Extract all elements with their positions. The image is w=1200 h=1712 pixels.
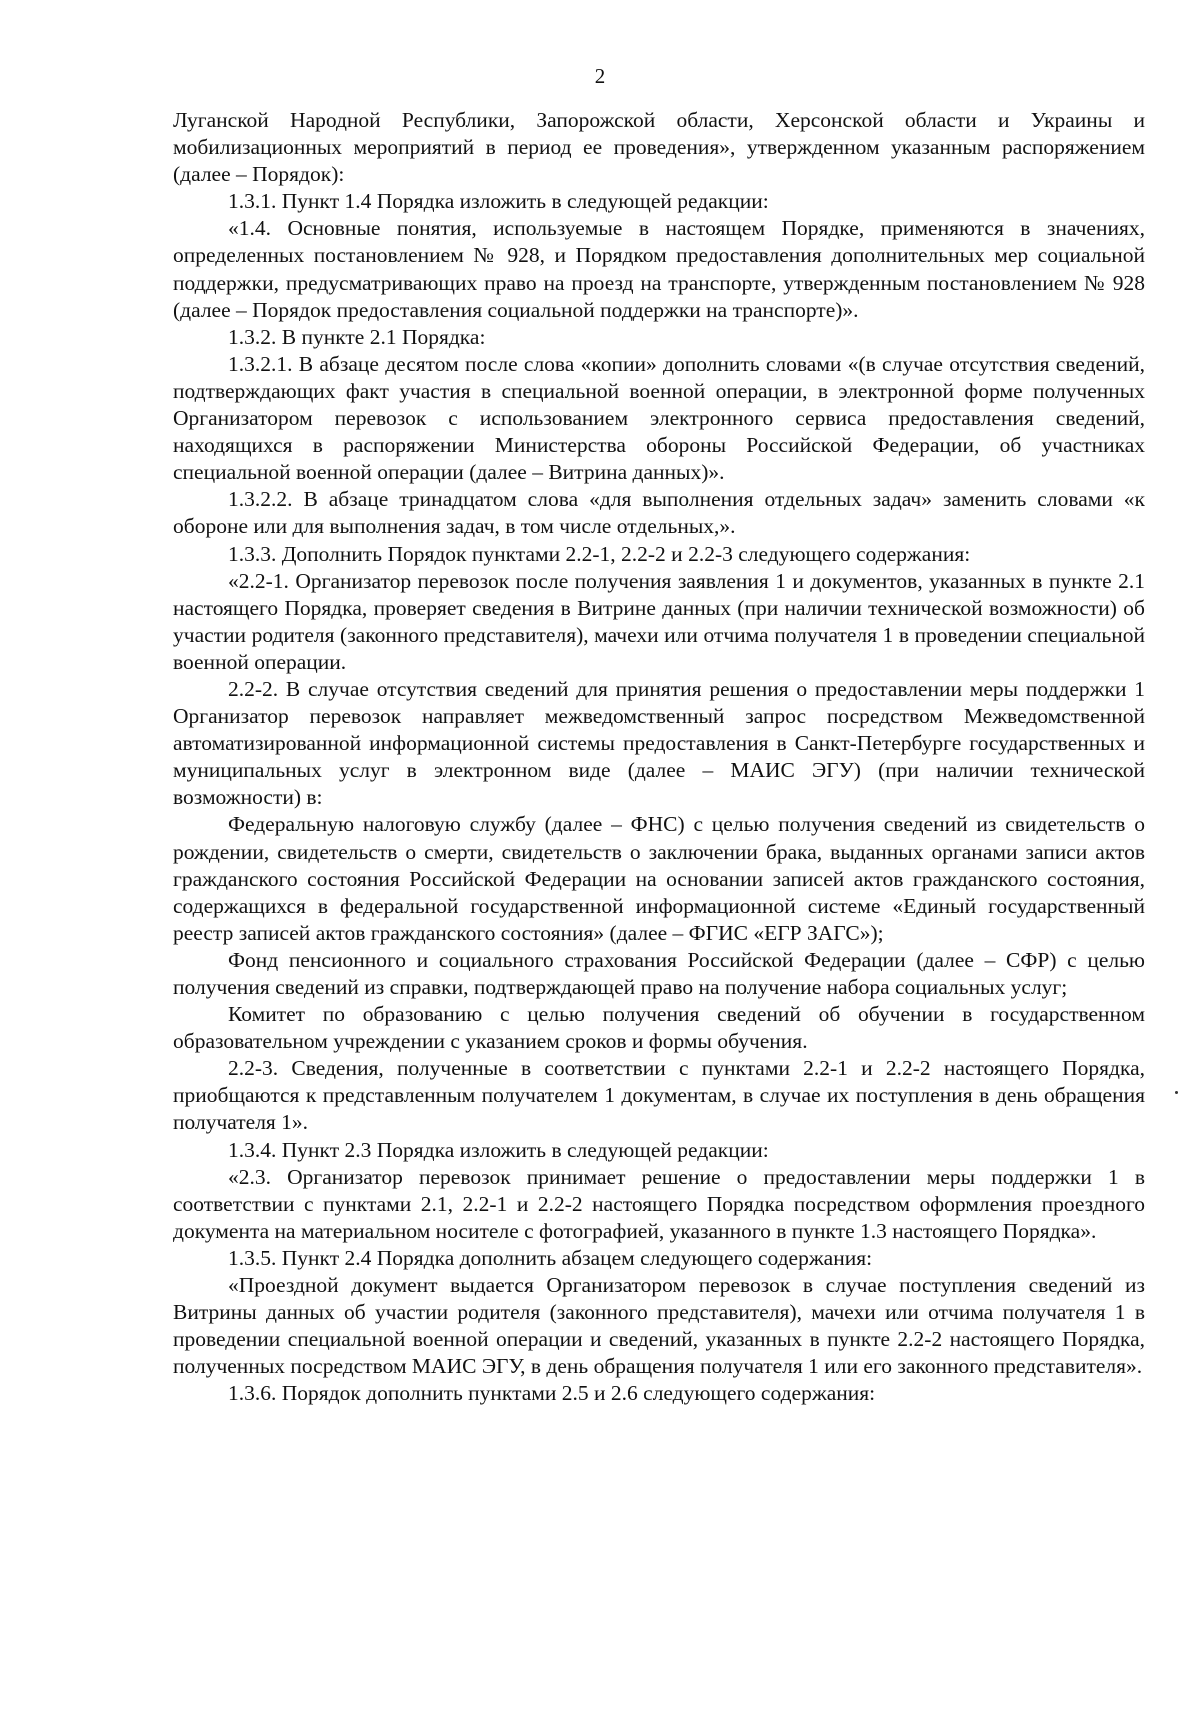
document-body	[173, 107, 1145, 1408]
paragraph-1-3-2-2: 1.3.2.2. В абзаце тринадцатом слова «для выполнения отдельных задач» заменить словами «к обороне или для выполнения задач, в том числе отдельных,».	[173, 487, 1145, 539]
paragraph-committee: Комитет по образованию с целью получения сведений об обучении в государственном образовательном учреждении с указанием сроков и формы обучения.	[173, 1002, 1145, 1054]
paragraph-ticket-quote: «Проездной документ выдается Организатором перевозок в случае поступления сведений из Витрины данных об участии родителя (законного представителя), мачехи или отчима получателя 1 в проведении специальной военной операции и сведений, указанных в пункте 2.2-2 настоящего Порядка, полученных посредством МАИС ЭГУ, в день обращения получателя 1 или его законного представителя».	[173, 1273, 1145, 1379]
paragraph-sfr: Фонд пенсионного и социального страхования Российской Федерации (далее – СФР) с целью получения сведений из справки, подтверждающей право на получение набора социальных услуг;	[173, 947, 1145, 999]
paragraph-1-4-quote: «1.4. Основные понятия, используемые в настоящем Порядке, применяются в значениях, определенных постановлением № 928, и Порядком предоставления дополнительных мер социальной поддержки, предусматривающих право на проезд на транспорте, утвержденным постановлением № 928 (далее – Порядок предоставления социальной поддержки на транспорте)».	[173, 216, 1145, 322]
paragraph-continuation: Луганской Народной Республики, Запорожской области, Херсонской области и Украины и мобилизационных мероприятий в период ее проведения», утвержденном указанным распоряжением (далее – Порядок):	[173, 108, 1145, 187]
paragraph-1-3-2: 1.3.2. В пункте 2.1 Порядка:	[228, 324, 486, 349]
paragraph-2-2-2: 2.2-2. В случае отсутствия сведений для принятия решения о предоставлении меры поддержки 1 Организатор перевозок направляет межведомственный запрос посредством Межведомственной автоматизированной информационной системы предоставления в Санкт-Петербурге государственных и муниципальных услуг в электронном виде (далее – МАИС ЭГУ) (при наличии технической возможности) в:	[173, 676, 1145, 810]
paragraph-1-3-3: 1.3.3. Дополнить Порядок пунктами 2.2-1, 2.2-2 и 2.2-3 следующего содержания:	[228, 541, 971, 566]
paragraph-1-3-1: 1.3.1. Пункт 1.4 Порядка изложить в следующей редакции:	[228, 189, 769, 214]
paragraph-2-2-1: «2.2-1. Организатор перевозок после получения заявления 1 и документов, указанных в пункте 2.1 настоящего Порядка, проверяет сведения в Витрине данных (при наличии технической возможности) об участии родителя (законного представителя), мачехи или отчима получателя 1 в проведении специальной военной операции.	[173, 568, 1145, 674]
paragraph-fns: Федеральную налоговую службу (далее – ФНС) с целью получения сведений из свидетельств о рождении, свидетельств о смерти, свидетельств о заключении брака, выданных органами записи актов гражданского состояния Российской Федерации на основании записей актов гражданского состояния, содержащихся в федеральной государственной информационной системе «Единый государственный реестр записей актов гражданского состояния» (далее – ФГИС «ЕГР ЗАГС»);	[173, 812, 1145, 945]
paragraph-2-3-quote: «2.3. Организатор перевозок принимает решение о предоставлении меры поддержки 1 в соответствии с пунктами 2.1, 2.2-1 и 2.2-2 настоящего Порядка посредством оформления проездного документа на материальном носителе с фотографией, указанного в пункте 1.3 настоящего Порядка».	[173, 1164, 1145, 1243]
paragraph-1-3-5: 1.3.5. Пункт 2.4 Порядка дополнить абзацем следующего содержания:	[228, 1245, 873, 1270]
paragraph-1-3-4: 1.3.4. Пункт 2.3 Порядка изложить в следующей редакции:	[228, 1137, 769, 1162]
paragraph-1-3-2-1: 1.3.2.1. В абзаце десятом после слова «копии» дополнить словами «(в случае отсутствия сведений, подтверждающих факт участия в специальной военной операции, в электронной форме полученных Организатором перевозок с использованием электронного сервиса предоставления сведений, находящихся в распоряжении Министерства обороны Российской Федерации, об участниках специальной военной операции (далее – Витрина данных)».	[173, 351, 1145, 485]
page-number: 2	[594, 64, 606, 88]
scan-dot	[1175, 1091, 1178, 1094]
paragraph-1-3-6: 1.3.6. Порядок дополнить пунктами 2.5 и 2.6 следующего содержания:	[228, 1381, 876, 1406]
paragraph-2-2-3: 2.2-3. Сведения, полученные в соответствии с пунктами 2.2-1 и 2.2-2 настоящего Порядка, приобщаются к представленным получателем 1 документам, в случае их поступления в день обращения получателя 1».	[173, 1056, 1145, 1135]
